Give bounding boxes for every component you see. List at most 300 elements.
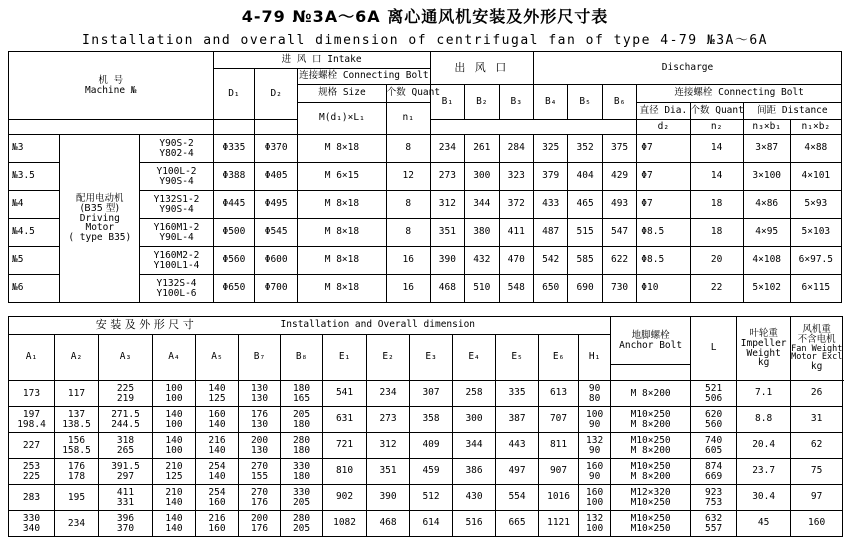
n3b1-cell: 4×86 — [743, 191, 790, 219]
impeller-weight-cell: 30.4 — [737, 485, 791, 511]
machine-no-cell: №5 — [9, 247, 60, 275]
b8-cell-line: 330 — [292, 486, 311, 498]
a5-cell — [196, 459, 239, 485]
bolt-spec-cell: M 8×18 — [298, 191, 387, 219]
b1-cell: 312 — [430, 191, 464, 219]
e5-cell: 335 — [496, 381, 539, 407]
fan-weight-header: 风机重 不含电机 Fan Weight Motor Excl kg — [791, 317, 843, 381]
e2-cell: 351 — [367, 459, 410, 485]
e2-cell: 468 — [367, 511, 410, 537]
d1-spacer — [213, 120, 255, 135]
a5-cell — [196, 511, 239, 537]
n1b2-cell: 5×93 — [790, 191, 841, 219]
b1-header: B₁ — [430, 85, 464, 120]
n1-cell: 12 — [386, 163, 430, 191]
a3-cell-line: 225 — [116, 382, 135, 394]
h1-cell-line: 100 — [586, 496, 604, 508]
b8-cell — [281, 459, 323, 485]
impeller-weight-cell: 8.8 — [737, 407, 791, 433]
e3-cell: 614 — [410, 511, 453, 537]
h1-cell — [579, 485, 611, 511]
b7-cell-line: 200 — [250, 434, 269, 446]
l-cell-line: 560 — [705, 418, 723, 430]
b7-cell-line: 130 — [250, 392, 269, 404]
n2-cell: 20 — [690, 247, 743, 275]
b7-cell — [239, 433, 281, 459]
fan-weight-cell: 62 — [791, 433, 843, 459]
l-cell — [691, 433, 737, 459]
e6-cell: 1121 — [539, 511, 579, 537]
a2-cell-line: 178 — [67, 470, 86, 482]
b7-cell-line: 130 — [250, 444, 269, 456]
b6-cell: 429 — [602, 163, 636, 191]
motor-model-cell-line: Y90S-4 — [159, 203, 194, 215]
b8-cell-line: 180 — [292, 382, 311, 394]
e3-cell: 307 — [410, 381, 453, 407]
a1-cell — [9, 381, 55, 407]
a2-cell-line: 156 — [67, 434, 86, 446]
b8-cell-line: 165 — [292, 392, 311, 404]
h1-cell-line: 160 — [586, 486, 604, 498]
b7-cell — [239, 459, 281, 485]
h1-cell-line: 90 — [588, 382, 601, 394]
b8-cell — [281, 511, 323, 537]
bottom-table-row — [9, 433, 843, 459]
h1-cell-line: 132 — [586, 512, 604, 524]
e4-cell: 300 — [453, 407, 496, 433]
e1-cell: 721 — [323, 433, 367, 459]
a1-cell-line: 340 — [22, 522, 41, 534]
motor-model-cell-line: Y100L1-4 — [153, 259, 200, 271]
d1-cell: Φ388 — [213, 163, 255, 191]
a3-cell-line: 244.5 — [111, 418, 140, 430]
b8-cell-line: 205 — [292, 522, 311, 534]
motor-model-cell-line: Y160M1-2 — [153, 221, 200, 233]
bolt-spec-cell: M 6×15 — [298, 163, 387, 191]
b7-cell-line: 130 — [250, 418, 269, 430]
d2-cell: Φ545 — [255, 219, 298, 247]
b8-cell — [281, 407, 323, 433]
d2-col-header: d₂ — [637, 120, 690, 135]
motor-model-cell-line: Y90S-2 — [159, 137, 194, 149]
a5-cell-line: 216 — [208, 434, 226, 446]
a3-cell-line: 391.5 — [111, 460, 140, 472]
motor-model-cell-line: Y132S1-2 — [153, 193, 200, 205]
b5-cell: 404 — [568, 163, 602, 191]
n1b2-cell: 4×88 — [790, 135, 841, 163]
driving-motor-label-line: Motor — [85, 222, 115, 234]
d2-dia-cell: Φ7 — [637, 135, 690, 163]
anchor-bolt-cell-line: M10×250 — [630, 460, 671, 472]
a1-cell-line: 173 — [22, 387, 41, 399]
n1-cell: 8 — [386, 219, 430, 247]
machine-no-spacer — [9, 120, 214, 135]
page-subtitle: Installation and overall dimension of centrifugal fan of type 4-79 №3A～6A — [81, 33, 769, 48]
n2-cell: 18 — [690, 191, 743, 219]
a3-cell-line: 370 — [116, 522, 135, 534]
n1b2-col-header: n₁×b₂ — [790, 120, 841, 135]
anchor-bolt-cell-line: M 8×200 — [630, 418, 671, 430]
e6-cell: 811 — [539, 433, 579, 459]
a1-cell-line: 227 — [22, 439, 41, 451]
impeller-weight-cell: 45 — [737, 511, 791, 537]
l-cell-line: 605 — [705, 444, 723, 456]
a3-cell-line: 396 — [116, 512, 135, 524]
a5-cell-line: 160 — [208, 496, 226, 508]
e4-cell: 430 — [453, 485, 496, 511]
dis-connecting-bolt-header: 连接螺栓 Connecting Bolt — [637, 85, 842, 103]
b2-cell: 261 — [465, 135, 499, 163]
b3-header: B₃ — [499, 85, 533, 120]
e2-cell: 312 — [367, 433, 410, 459]
b7-cell-line: 200 — [250, 512, 269, 524]
dimension-subheader-blank — [611, 365, 843, 381]
n1-cell: 16 — [386, 275, 430, 303]
page-title: 4-79 №3A～6A 离心通风机安装及外形尺寸表 — [241, 7, 609, 26]
a3-cell-line: 297 — [116, 470, 135, 482]
n1b2-cell: 6×97.5 — [790, 247, 841, 275]
a1-cell — [9, 407, 55, 433]
anchor-bolt-cell — [611, 407, 691, 433]
d1-cell: Φ560 — [213, 247, 255, 275]
fan-weight-cell: 31 — [791, 407, 843, 433]
anchor-bolt-cell-line: M10×250 — [630, 496, 671, 508]
a2-cell — [55, 407, 99, 433]
anchor-bolt-cell-line: M10×250 — [630, 512, 671, 524]
a2-cell — [55, 381, 99, 407]
anchor-bolt-cell-line: M 8×200 — [630, 470, 671, 482]
dim-col-header: E₅ — [496, 335, 539, 381]
b5-cell: 515 — [568, 219, 602, 247]
d1-cell: Φ650 — [213, 275, 255, 303]
e4-cell: 258 — [453, 381, 496, 407]
motor-model-cell — [140, 191, 213, 219]
h1-cell-line: 90 — [588, 470, 601, 482]
n3b1-cell: 5×102 — [743, 275, 790, 303]
machine-no-cell: №3.5 — [9, 163, 60, 191]
a2-cell — [55, 485, 99, 511]
a5-cell-line: 216 — [208, 512, 226, 524]
d2-cell: Φ600 — [255, 247, 298, 275]
machine-no-cell: №3 — [9, 135, 60, 163]
b7-cell — [239, 407, 281, 433]
d2-header: D₂ — [255, 69, 298, 120]
b7-cell — [239, 485, 281, 511]
a1-cell-line: 225 — [22, 470, 41, 482]
d2-cell: Φ370 — [255, 135, 298, 163]
b5-cell: 585 — [568, 247, 602, 275]
b2-cell: 380 — [465, 219, 499, 247]
dia-header: 直径 Dia. — [637, 103, 690, 120]
a2-cell — [55, 433, 99, 459]
b7-cell-line: 176 — [250, 496, 269, 508]
bolt-spec-cell: M 8×18 — [298, 275, 387, 303]
anchor-bolt-cell — [611, 433, 691, 459]
b7-cell — [239, 381, 281, 407]
intake-discharge-table — [8, 51, 842, 303]
n1-cell: 8 — [386, 191, 430, 219]
e6-cell: 907 — [539, 459, 579, 485]
b4-cell: 379 — [533, 163, 567, 191]
b3-cell: 323 — [499, 163, 533, 191]
e3-cell: 358 — [410, 407, 453, 433]
a5-cell-line: 160 — [208, 408, 226, 420]
a4-cell-line: 140 — [165, 434, 183, 446]
driving-motor-label — [60, 135, 140, 303]
a2-cell-line: 234 — [67, 517, 86, 529]
l-cell-line: 506 — [705, 392, 723, 404]
b8-cell-line: 330 — [292, 460, 311, 472]
a2-cell-line: 117 — [67, 387, 86, 399]
a3-cell-line: 271.5 — [111, 408, 140, 420]
b7-cell-line: 270 — [250, 486, 269, 498]
b3-cell: 284 — [499, 135, 533, 163]
d2-cell: Φ405 — [255, 163, 298, 191]
e1-cell: 810 — [323, 459, 367, 485]
a1-cell-line: 283 — [22, 491, 41, 503]
dim-col-header: A₅ — [196, 335, 239, 381]
n1b2-cell: 4×101 — [790, 163, 841, 191]
dim-col-header: E₆ — [539, 335, 579, 381]
l-cell-line: 557 — [705, 522, 723, 534]
motor-model-cell — [140, 163, 213, 191]
a5-cell-line: 160 — [208, 522, 226, 534]
anchor-bolt-cell-line: M10×250 — [630, 408, 671, 420]
dim-col-header: E₃ — [410, 335, 453, 381]
e1-cell: 541 — [323, 381, 367, 407]
a3-cell — [99, 407, 153, 433]
a5-cell-line: 125 — [208, 392, 226, 404]
e5-cell: 665 — [496, 511, 539, 537]
b5-cell: 690 — [568, 275, 602, 303]
b1-cell: 234 — [430, 135, 464, 163]
e3-cell: 409 — [410, 433, 453, 459]
a3-cell-line: 219 — [116, 392, 135, 404]
a1-cell — [9, 459, 55, 485]
quantity-header: 个数 Quant — [386, 85, 430, 103]
a4-cell — [153, 511, 196, 537]
n3b1-cell: 3×87 — [743, 135, 790, 163]
bolt-spec-cell: M 8×18 — [298, 247, 387, 275]
b2-cell: 344 — [465, 191, 499, 219]
b8-cell-line: 205 — [292, 408, 311, 420]
anchor-bolt-cell-line: M 8×200 — [630, 444, 671, 456]
a3-cell-line: 318 — [116, 434, 135, 446]
l-cell-line: 521 — [705, 382, 723, 394]
h1-cell — [579, 407, 611, 433]
a3-cell — [99, 381, 153, 407]
b7-cell-line: 130 — [250, 382, 269, 394]
intake-header: 进 风 口 Intake — [213, 52, 430, 69]
b-spacer — [430, 120, 637, 135]
anchor-bolt-cell-line: M10×250 — [630, 522, 671, 534]
a2-cell-line: 195 — [67, 491, 86, 503]
b6-cell: 730 — [602, 275, 636, 303]
dim-col-header: B₇ — [239, 335, 281, 381]
b2-cell: 510 — [465, 275, 499, 303]
b4-cell: 433 — [533, 191, 567, 219]
d2-dia-cell: Φ8.5 — [637, 247, 690, 275]
a1-cell — [9, 511, 55, 537]
driving-motor-label-line: ( type B35) — [68, 232, 132, 244]
h1-cell-line: 90 — [588, 444, 601, 456]
a4-cell-line: 100 — [165, 418, 183, 430]
l-cell — [691, 407, 737, 433]
b8-cell-line: 280 — [292, 512, 311, 524]
n2-col-header: n₂ — [690, 120, 743, 135]
motor-model-cell-line: Y100L-2 — [156, 165, 197, 177]
machine-no-cell: №4 — [9, 191, 60, 219]
e6-cell: 707 — [539, 407, 579, 433]
n3b1-cell: 4×95 — [743, 219, 790, 247]
b1-cell: 390 — [430, 247, 464, 275]
n2-cell: 18 — [690, 219, 743, 247]
discharge-header-cn: 出 风 口 — [430, 52, 533, 85]
l-cell-line: 632 — [705, 512, 723, 524]
e3-cell: 512 — [410, 485, 453, 511]
h1-cell-line: 90 — [588, 418, 601, 430]
dim-col-header: A₃ — [99, 335, 153, 381]
a4-cell-line: 140 — [165, 496, 183, 508]
a2-cell-line: 138.5 — [62, 418, 91, 430]
fan-weight-cell: 97 — [791, 485, 843, 511]
l-cell-line: 923 — [705, 486, 723, 498]
b5-header: B₅ — [568, 85, 602, 120]
e1-cell: 631 — [323, 407, 367, 433]
a4-cell-line: 140 — [165, 522, 183, 534]
motor-model-cell — [140, 275, 213, 303]
b8-cell — [281, 381, 323, 407]
bottom-table-row — [9, 511, 843, 537]
a4-cell-line: 100 — [165, 444, 183, 456]
a4-cell-line: 100 — [165, 392, 183, 404]
motor-model-cell-line: Y90L-4 — [159, 231, 194, 243]
l-cell — [691, 381, 737, 407]
installation-header-cn: 安 装 及 外 形 尺 寸 — [9, 317, 281, 335]
driving-motor-label-line: Driving — [79, 212, 120, 224]
d2-dia-cell: Φ8.5 — [637, 219, 690, 247]
d1-header: D₁ — [213, 69, 255, 120]
motor-model-cell-line: Y90S-4 — [159, 175, 194, 187]
a2-cell-line: 137 — [67, 408, 86, 420]
e4-cell: 344 — [453, 433, 496, 459]
a5-cell — [196, 407, 239, 433]
l-cell — [691, 459, 737, 485]
a2-cell — [55, 459, 99, 485]
b4-cell: 325 — [533, 135, 567, 163]
dim-col-header: A₁ — [9, 335, 55, 381]
l-cell-line: 753 — [705, 496, 723, 508]
n1b2-cell: 6×115 — [790, 275, 841, 303]
b2-cell: 432 — [465, 247, 499, 275]
e5-cell: 443 — [496, 433, 539, 459]
dim-col-header: H₁ — [579, 335, 611, 381]
anchor-bolt-header: 地脚螺栓 Anchor Bolt — [611, 317, 691, 365]
impeller-weight-cell: 20.4 — [737, 433, 791, 459]
a1-cell-line: 198.4 — [17, 418, 46, 430]
motor-model-cell-line: Y802-4 — [159, 147, 194, 159]
a4-cell — [153, 407, 196, 433]
a5-cell — [196, 433, 239, 459]
L-header: L — [691, 317, 737, 381]
b4-cell: 487 — [533, 219, 567, 247]
b8-cell — [281, 433, 323, 459]
e3-cell: 459 — [410, 459, 453, 485]
b8-cell-line: 180 — [292, 470, 311, 482]
a1-cell-line: 253 — [22, 460, 41, 472]
n2-cell: 14 — [690, 163, 743, 191]
motor-model-cell — [140, 135, 213, 163]
fan-weight-cell: 160 — [791, 511, 843, 537]
a4-cell-line: 125 — [165, 470, 183, 482]
l-cell — [691, 485, 737, 511]
a2-cell — [55, 511, 99, 537]
l-cell-line: 620 — [705, 408, 723, 420]
dim-col-header: E₂ — [367, 335, 410, 381]
l-cell-line: 669 — [705, 470, 723, 482]
b6-header: B₆ — [602, 85, 636, 120]
a5-cell-line: 140 — [208, 418, 226, 430]
b8-cell — [281, 485, 323, 511]
anchor-bolt-cell-line: M10×250 — [630, 434, 671, 446]
motor-model-cell-line: Y132S-4 — [156, 277, 197, 289]
b8-cell-line: 180 — [292, 444, 311, 456]
bottom-table-row — [9, 381, 843, 407]
machine-no-cell: №4.5 — [9, 219, 60, 247]
machine-no-header: 机 号 Machine № — [9, 52, 214, 120]
a3-cell-line: 411 — [116, 486, 135, 498]
a4-cell-line: 140 — [165, 408, 183, 420]
n1-cell: 16 — [386, 247, 430, 275]
a1-cell-line: 330 — [22, 512, 41, 524]
installation-dimension-table — [8, 316, 843, 537]
b8-cell-line: 180 — [292, 418, 311, 430]
b7-cell — [239, 511, 281, 537]
a3-cell — [99, 459, 153, 485]
a5-cell-line: 140 — [208, 470, 226, 482]
driving-motor-label-line: 配用电动机 — [76, 192, 124, 204]
fan-weight-cell: 26 — [791, 381, 843, 407]
impeller-weight-cell: 23.7 — [737, 459, 791, 485]
b3-cell: 470 — [499, 247, 533, 275]
anchor-bolt-cell-line: M 8×200 — [630, 387, 671, 399]
l-cell-line: 874 — [705, 460, 723, 472]
d2-dia-cell: Φ7 — [637, 163, 690, 191]
b1-cell: 351 — [430, 219, 464, 247]
n1-cell: 8 — [386, 135, 430, 163]
d1-cell: Φ335 — [213, 135, 255, 163]
b3-cell: 548 — [499, 275, 533, 303]
h1-cell-line: 100 — [586, 408, 604, 420]
e6-cell: 613 — [539, 381, 579, 407]
e4-cell: 386 — [453, 459, 496, 485]
a3-cell — [99, 485, 153, 511]
e4-cell: 516 — [453, 511, 496, 537]
a2-cell-line: 158.5 — [62, 444, 91, 456]
b5-cell: 352 — [568, 135, 602, 163]
b8-cell-line: 280 — [292, 434, 311, 446]
anchor-bolt-cell — [611, 511, 691, 537]
machine-no-cell: №6 — [9, 275, 60, 303]
l-cell — [691, 511, 737, 537]
a5-cell-line: 254 — [208, 486, 226, 498]
spec-size-header: 规格 Size — [298, 85, 387, 103]
anchor-bolt-cell — [611, 459, 691, 485]
a3-cell — [99, 433, 153, 459]
b4-cell: 542 — [533, 247, 567, 275]
anchor-bolt-cell — [611, 381, 691, 407]
a4-cell — [153, 433, 196, 459]
